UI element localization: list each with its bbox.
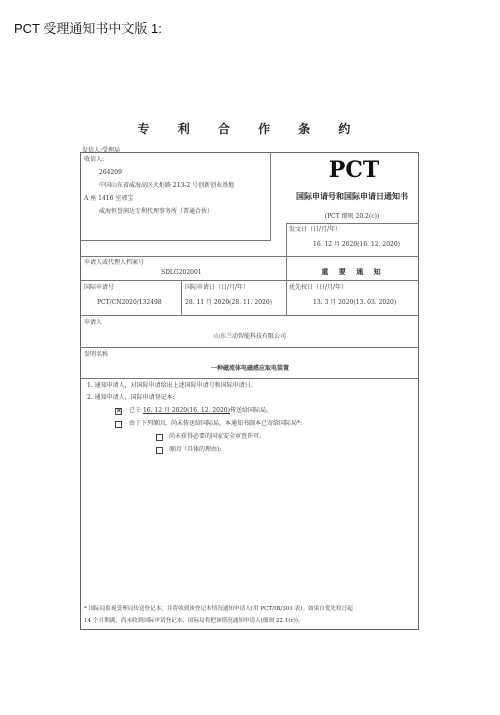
recipient-postal-code: 264209 [99,169,122,176]
check-sent-date: 16. 12 月 2020(16. 12. 2020) [142,407,230,414]
check-security-text: 尚未获得必要的国家安全审查许可。 [169,433,266,440]
pct-notice-form [80,152,419,630]
applicant-ref-label: 申请人或代理人档案号 [84,259,145,266]
applicant-value: 山东兰动智能科技有限公司 [213,333,286,340]
mailing-date-border-left [286,223,287,256]
applicant-ref-value: SDLG202001 [161,269,202,276]
sender-line: 发信人:受理局 [82,147,121,154]
mailing-date-value: 16. 12 月 2020(16. 12. 2020) [313,241,401,248]
row-divider-3 [81,315,419,316]
intl-filing-date-label: 国际申请日（日/月/年） [185,284,250,291]
page-heading: PCT 受理通知书中文版 1: [14,21,162,36]
invention-title: 一种磁流体电磁感应取电装置 [210,365,289,372]
check-reason-text: 原因（具体的理由): [169,446,222,453]
applicant-label: 申请人 [84,319,103,326]
mailing-date-label: 发文日（日/月/年） [289,226,342,233]
checkbox-reason [156,447,163,454]
item-2: 2. 通知申请人，国际申请登记本: [87,394,175,401]
recipient-address-line2: A 座 1416 室郭宝 [84,195,134,202]
footnote-line-2: 14 个月期满，尚未收到国际申请登记本，国际局将把该情况通知申请人(细则 22.1(c))。 [84,618,304,624]
row-divider-2 [81,280,419,281]
row-divider-4 [81,347,419,348]
checkbox-not-sent [115,421,122,428]
col-divider-2 [286,280,287,315]
row-divider-5 [81,378,419,379]
priority-date-value: 13. 3 月 2020(13. 03. 2020) [313,299,397,306]
footnote-line-1: * 国际局监视受理局传送登记本，并将收到该登记本情况通知申请人(用 PCT/IB/301 表)。如果自优先权日起 [84,606,353,612]
pct-label: PCT [328,157,380,183]
check-sent-text: 已于 16. 12 月 2020(16. 12. 2020)传送给国际局。 [129,407,272,414]
mailing-date-border-top [286,223,419,224]
priority-date-label: 优先权日（日/月/年） [289,284,348,291]
row-divider-1 [81,256,419,257]
important-notice: 重 要 通 知 [321,267,385,276]
invention-label: 发明名称 [84,351,109,358]
recipient-agency: 威海恒誉润达专利代理事务所（普通合伙） [99,208,214,215]
intl-app-no-value: PCT/CN2020/132498 [97,299,162,306]
col-divider-1 [181,280,182,315]
document-title: 专 利 合 作 条 约 [137,122,363,136]
checkbox-security [156,434,163,441]
recipient-label: 收信人: [84,156,105,163]
rule-reference: (PCT 细则 20.2(c)) [324,213,380,220]
checkbox-sent: ✕ [116,407,122,415]
check-not-sent-text: 由于下列原因，尚未传送给国际局，本通知书副本已寄给国际局*: [129,420,303,427]
recipient-address-line1: 中国山东省威海高区火炬路 213-2 号创新创业基地 [99,182,235,189]
intl-filing-date-value: 28. 11 月 2020(28. 11. 2020) [185,299,273,306]
recipient-box [81,153,271,241]
intl-app-no-label: 国际申请号 [84,284,115,291]
notice-title: 国际申请号和国际申请日通知书 [296,192,408,201]
item-1: 1. 通知申请人，对国际申请给出上述国际申请号和国际申请日。 [87,382,257,389]
